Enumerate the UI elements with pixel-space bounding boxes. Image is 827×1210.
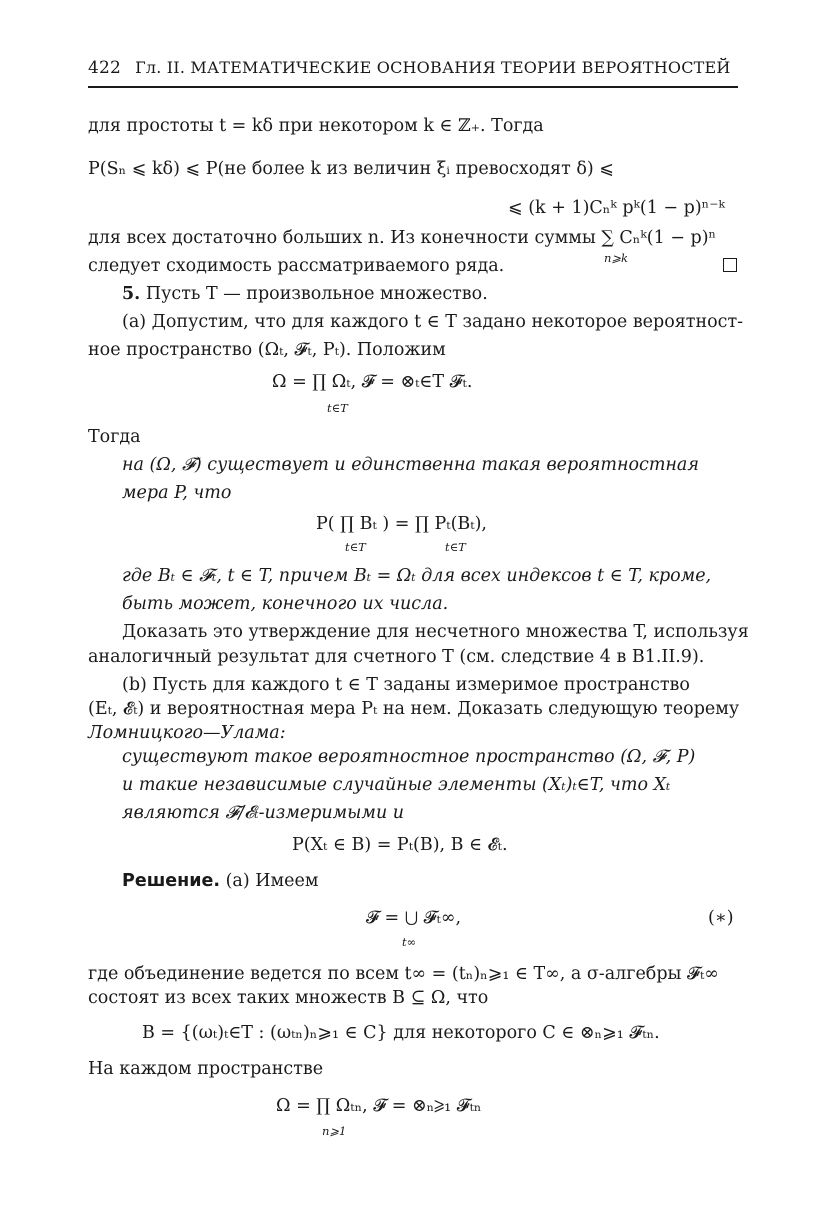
eq6-product-index: n⩾1 <box>322 1124 347 1138</box>
sum-index: n⩾k <box>604 251 629 265</box>
eq1-product-index: t∈T <box>327 401 348 415</box>
text-line-3: следует сходимость рассматриваемого ряда. <box>88 256 505 276</box>
text-line-4: (a) Допустим, что для каждого t ∈ T задано некоторое вероятност- <box>122 312 744 332</box>
qed-square-icon <box>723 258 737 272</box>
text-line-5: ное пространство (Ωₜ, 𝓕ₜ, Pₜ). Положим <box>88 340 446 360</box>
theorem-line-5: существуют такое вероятностное пространство (Ω, 𝓕, P) <box>122 747 696 767</box>
solution-line <box>122 869 318 893</box>
eq2-product-index-2: t∈T <box>445 540 466 554</box>
text-line-7: Доказать это утверждение для несчетного множества T, используя <box>122 622 749 642</box>
equation-3: P(Xₜ ∈ B) = Pₜ(B), B ∈ 𝓔ₜ. <box>292 835 508 855</box>
text-line-9: (b) Пусть для каждого t ∈ T заданы измеримое пространство <box>122 675 690 695</box>
eq4-union-index: t∞ <box>402 935 417 949</box>
theorem-line-7: являются 𝓕/𝓔ₜ-измеримыми и <box>122 803 405 823</box>
text-line-6: Тогда <box>88 427 141 447</box>
equation-1: Ω = ∏ Ωₜ, 𝓕 = ⊗ₜ∈T 𝓕ₜ. <box>272 372 473 392</box>
text-line-10: (Eₜ, 𝓔ₜ) и вероятностная мера Pₜ на нем. Доказать следующую теорему <box>88 699 740 719</box>
problem-5-heading <box>122 282 488 306</box>
theorem-line-1: на (Ω, 𝓕) существует и единственна такая вероятностная <box>122 455 699 475</box>
equation-4: 𝓕 = ⋃ 𝓕ₜ∞, <box>366 908 462 928</box>
running-title: Гл. II. МАТЕМАТИЧЕСКИЕ ОСНОВАНИЯ ТЕОРИИ ВЕРОЯТНОСТЕЙ <box>135 58 731 77</box>
solution-label: Решение. <box>122 871 221 891</box>
equation-2: P( ∏ Bₜ ) = ∏ Pₜ(Bₜ), <box>316 514 487 534</box>
text-line-1: для простоты t = kδ при некотором k ∈ ℤ₊. Тогда <box>88 116 544 136</box>
text-line-12: где объединение ведется по всем t∞ = (tₙ)ₙ⩾₁ ∈ T∞, а σ-алгебры 𝓕ₜ∞ <box>88 964 719 984</box>
theorem-line-3: где Bₜ ∈ 𝓕ₜ, t ∈ T, причем Bₜ = Ωₜ для всех индексов t ∈ T, кроме, <box>122 566 712 586</box>
formula-line-1: P(Sₙ ⩽ kδ) ⩽ P(не более k из величин ξᵢ превосходят δ) ⩽ <box>88 159 614 179</box>
theorem-line-6: и такие независимые случайные элементы (Xₜ)ₜ∈T, что Xₜ <box>122 775 671 795</box>
problem-5-text: Пусть T — произвольное множество. <box>145 284 488 304</box>
equation-4-tag: (∗) <box>708 908 734 928</box>
text-line-2: для всех достаточно больших n. Из конечности суммы ∑ Cₙᵏ(1 − p)ⁿ <box>88 228 717 248</box>
header-rule <box>88 86 738 88</box>
running-header <box>88 58 738 78</box>
equation-5: B = {(ωₜ)ₜ∈T : (ωₜₙ)ₙ⩾₁ ∈ C} для некоторого C ∈ ⊗ₙ⩾₁ 𝓕ₜₙ. <box>142 1023 660 1043</box>
equation-6: Ω = ∏ Ωₜₙ, 𝓕 = ⊗ₙ⩾₁ 𝓕ₜₙ <box>276 1096 482 1116</box>
formula-line-2: ⩽ (k + 1)Cₙᵏ pᵏ(1 − p)ⁿ⁻ᵏ <box>508 198 725 218</box>
solution-text: (a) Имеем <box>225 871 319 891</box>
eq2-product-index-1: t∈T <box>345 540 366 554</box>
theorem-line-2: мера P, что <box>122 483 232 503</box>
text-line-13: состоят из всех таких множеств B ⊆ Ω, что <box>88 988 489 1008</box>
text-line-11: Ломницкого—Улама: <box>88 723 286 743</box>
text-line-8: аналогичный результат для счетного T (см. следствие 4 в В1.II.9). <box>88 647 705 667</box>
problem-number: 5. <box>122 284 141 304</box>
page-number: 422 <box>88 58 122 78</box>
theorem-line-4: быть может, конечного их числа. <box>122 594 449 614</box>
text-line-14: На каждом пространстве <box>88 1059 324 1079</box>
